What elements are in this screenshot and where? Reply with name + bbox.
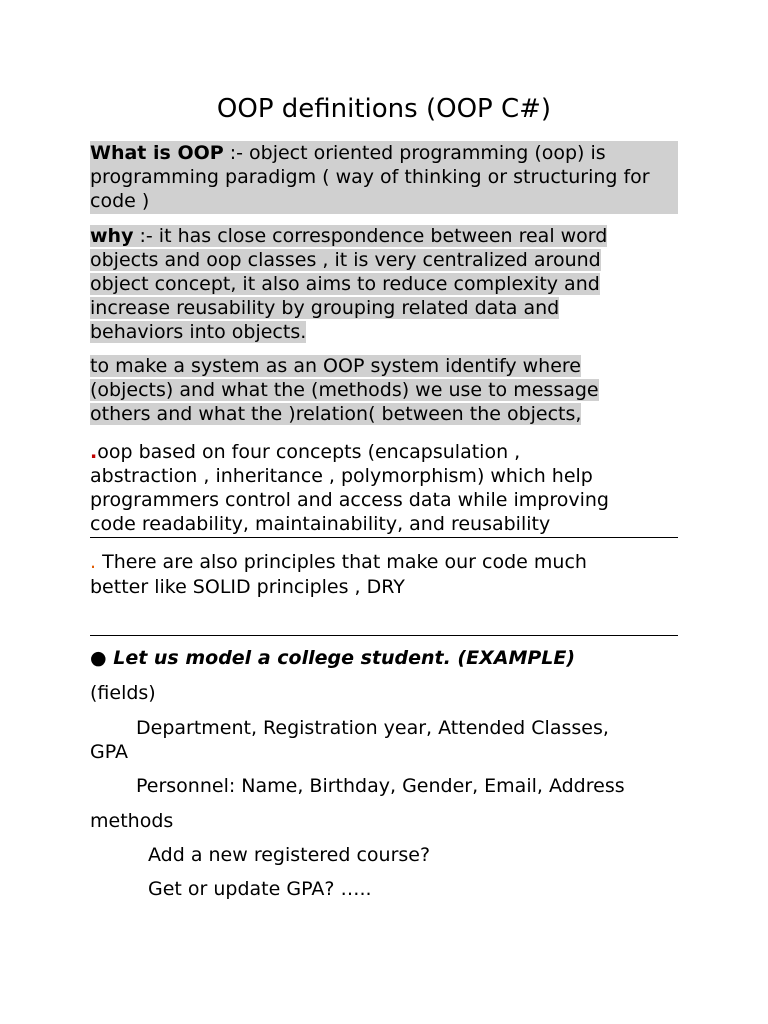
principles-paragraph — [90, 550, 678, 600]
system-line: (objects) and what the (methods) we use to message — [90, 379, 599, 401]
system-line: to make a system as an OOP system identify where — [90, 355, 581, 377]
what-is-oop-paragraph — [90, 141, 678, 214]
principles-line: better like SOLID principles , DRY — [90, 576, 405, 598]
concepts-dot: . — [90, 441, 98, 463]
divider — [90, 635, 678, 636]
fields-line: Department, Registration year, Attended Classes, — [136, 717, 609, 739]
why-line: behaviors into objects. — [90, 321, 307, 343]
system-line: others and what the )relation( between the objects, — [90, 403, 582, 425]
concepts-line: programmers control and access data while improving — [90, 489, 609, 511]
bullet-icon: ● — [90, 647, 107, 669]
concepts-line: abstraction , inheritance , polymorphism) which help — [90, 465, 593, 487]
example-heading-text: Let us model a college student. (EXAMPLE) — [106, 647, 576, 669]
divider — [90, 537, 678, 538]
why-line: objects and oop classes , it is very centralized around — [90, 249, 601, 271]
principles-dot: . — [90, 551, 97, 573]
fields-line: Personnel: Name, Birthday, Gender, Email, Address — [136, 775, 625, 797]
concepts-line: code readability, maintainability, and reusability — [90, 513, 551, 535]
page-title: OOP definitions (OOP C#) — [216, 94, 552, 124]
why-line: object concept, it also aims to reduce complexity and — [90, 273, 600, 295]
concepts-paragraph — [90, 440, 678, 536]
why-label: why — [90, 225, 134, 247]
method-item: Get or update GPA? ….. — [148, 878, 372, 900]
methods-label: methods — [90, 810, 174, 832]
why-paragraph — [90, 224, 678, 344]
why-line: increase reusability by grouping related data and — [90, 297, 560, 319]
why-line: :- it has close correspondence between real word — [133, 225, 608, 247]
method-item: Add a new registered course? — [148, 844, 431, 866]
what-is-oop-label: What is OOP — [90, 142, 224, 164]
example-heading — [90, 646, 575, 670]
fields-label: (fields) — [90, 682, 156, 704]
what-is-oop-text: :- object oriented programming (oop) is programming paradigm ( way of thinking or structuring for code ) — [90, 142, 650, 212]
system-paragraph — [90, 354, 678, 426]
principles-line: There are also principles that make our code much — [96, 551, 587, 573]
concepts-line: oop based on four concepts (encapsulation , — [97, 441, 521, 463]
fields-line-wrap: GPA — [90, 741, 128, 763]
